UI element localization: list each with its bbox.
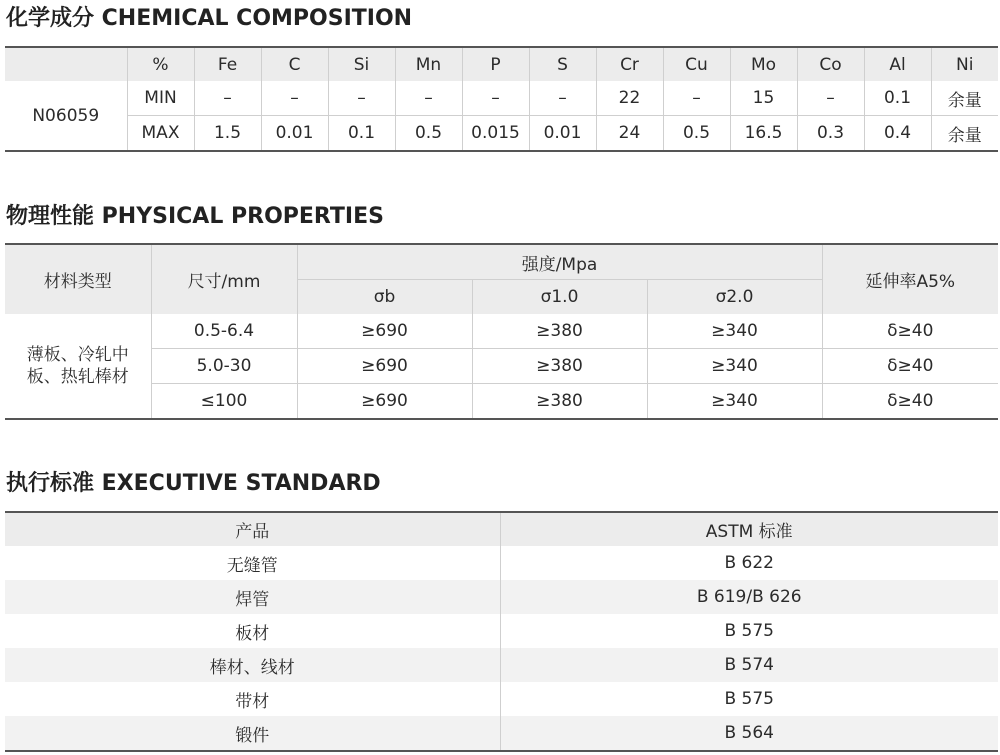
product-cell: 棒材、线材 [5,648,500,682]
astm-cell: B 575 [500,614,998,648]
size-cell: 5.0-30 [151,349,297,384]
composition-cell: 15 [730,81,797,116]
composition-table [5,46,998,152]
composition-header-cell: P [462,47,529,81]
elongation-cell: δ≥40 [822,314,998,349]
product-cell: 板材 [235,623,270,644]
table-row [5,648,998,682]
composition-header-cell [5,47,127,81]
physical-table [5,243,998,420]
sigma-b-cell: ≥690 [297,314,472,349]
composition-cell: 0.015 [462,116,529,152]
composition-cell: 0.1 [328,116,395,152]
composition-cell: – [529,81,596,116]
product-cell: 焊管 [5,580,500,614]
composition-cell: – [663,81,730,116]
astm-cell: B 564 [500,716,998,751]
composition-min-row [5,81,998,116]
composition-cell: 1.5 [194,116,261,152]
composition-header-cell: Fe [194,47,261,81]
composition-header-cell: Ni [931,47,998,81]
header-sigma-2: σ2.0 [647,280,822,315]
composition-header-cell: Mn [395,47,462,81]
physical-title: 物理性能 PHYSICAL PROPERTIES [6,204,384,229]
composition-cell: 0.5 [395,116,462,152]
sigma-b-cell: ≥690 [297,349,472,384]
composition-header-cell: Cr [596,47,663,81]
table-row [5,314,998,349]
sigma-1-cell: ≥380 [472,314,647,349]
composition-cell: – [797,81,864,116]
standard-title: 执行标准 EXECUTIVE STANDARD [6,471,381,496]
composition-cell: 0.3 [797,116,864,152]
composition-header-cell: Mo [730,47,797,81]
standard-table [5,511,998,752]
composition-cell: – [194,81,261,116]
product-cell: 无缝管 [226,555,278,576]
composition-cell: 0.01 [261,116,328,152]
material-text: 薄板、冷轧中板、热轧棒材 [26,345,129,387]
composition-header-cell: Cu [663,47,730,81]
physical-header-row [5,244,998,280]
table-row [5,580,998,614]
table-row [5,384,998,420]
composition-header-cell: Al [864,47,931,81]
table-row [5,546,998,580]
composition-header-cell: % [127,47,194,81]
composition-title: 化学成分 CHEMICAL COMPOSITION [6,6,413,31]
header-strength: 强度/Mpa [297,244,822,280]
composition-header-cell: Co [797,47,864,81]
composition-header-cell: Si [328,47,395,81]
composition-cell: MIN [127,81,194,116]
composition-header-cell: S [529,47,596,81]
composition-cell: – [462,81,529,116]
composition-cell: 0.5 [663,116,730,152]
header-material: 材料类型 [5,244,151,314]
product-cell: 带材 [235,691,270,712]
header-sigma-1: σ1.0 [472,280,647,315]
composition-cell: 0.1 [864,81,931,116]
table-row [5,716,998,751]
material-cell [5,314,151,419]
composition-cell: – [328,81,395,116]
composition-cell: 0.4 [864,116,931,152]
header-astm: ASTM 标准 [500,512,998,546]
composition-header-row [5,47,998,81]
composition-cell: – [261,81,328,116]
composition-header-cell: C [261,47,328,81]
composition-cell: MAX [127,116,194,152]
composition-cell: 0.01 [529,116,596,152]
sigma-b-cell: ≥690 [297,384,472,420]
product-cell: 锻件 [5,716,500,751]
sigma-2-cell: ≥340 [647,349,822,384]
standard-header-row [5,512,998,546]
astm-cell: B 619/B 626 [500,580,998,614]
composition-cell: 16.5 [730,116,797,152]
grade-cell: N06059 [32,105,100,126]
table-row [5,614,998,648]
composition-cell: 22 [596,81,663,116]
sigma-2-cell: ≥340 [647,384,822,420]
elongation-cell: δ≥40 [822,349,998,384]
sigma-1-cell: ≥380 [472,384,647,420]
composition-max-row [5,116,998,152]
table-row [5,349,998,384]
astm-cell: B 575 [500,682,998,716]
size-cell: ≤100 [151,384,297,420]
header-elongation: 延伸率A5% [822,244,998,314]
sigma-2-cell: ≥340 [647,314,822,349]
header-sigma-b: σb [297,280,472,315]
elongation-cell: δ≥40 [822,384,998,420]
size-cell: 0.5-6.4 [151,314,297,349]
header-size: 尺寸/mm [151,244,297,314]
header-product: 产品 [5,512,500,546]
sigma-1-cell: ≥380 [472,349,647,384]
astm-cell: B 574 [500,648,998,682]
composition-cell: – [395,81,462,116]
astm-cell: B 622 [500,546,998,580]
composition-cell: 余量 [931,116,998,152]
table-row [5,682,998,716]
composition-cell: 余量 [931,81,998,116]
composition-cell: 24 [596,116,663,152]
